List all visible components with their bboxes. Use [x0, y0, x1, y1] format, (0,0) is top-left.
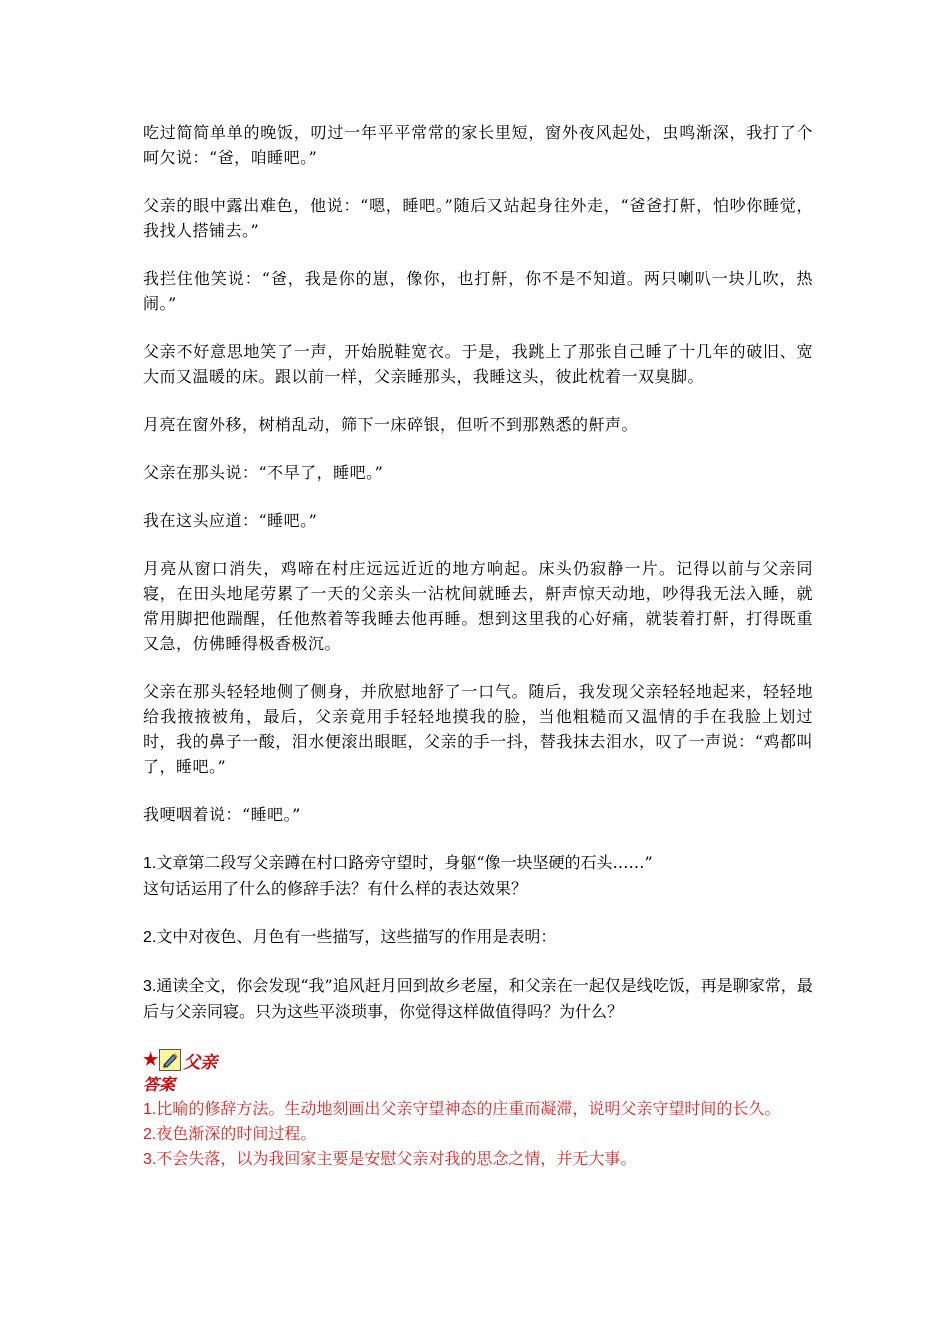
article-paragraph: 父亲在那头说：“不早了，睡吧。” — [143, 463, 384, 482]
question-number: 1. — [143, 855, 157, 872]
answer-section — [143, 1047, 813, 1172]
article-paragraph: 我在这头应道：“睡吧。” — [143, 511, 318, 530]
question-text: 这句话运用了什么的修辞手法？有什么样的表达效果？ — [143, 879, 528, 898]
answer-label: 答案 — [143, 1075, 176, 1094]
question-1 — [143, 850, 813, 901]
answer-number: 1. — [143, 1101, 157, 1118]
star-icon: ★ — [143, 1050, 159, 1070]
article-paragraph: 我拦住他笑说：“爸，我是你的崽，像你，也打鼾，你不是不知道。两只喇叭一块儿吹，热闹。” — [143, 269, 813, 313]
answer-text: 夜色渐深的时间过程。 — [156, 1124, 317, 1143]
answer-number: 2. — [143, 1126, 157, 1143]
answer-text: 不会失落，以为我回家主要是安慰父亲对我的思念之情，并无大事。 — [156, 1149, 637, 1168]
question-number: 2. — [143, 929, 157, 946]
article-paragraph: 月亮从窗口消失，鸡啼在村庄远远近近的地方响起。床头仍寂静一片。记得以前与父亲同寝，在田头地尾劳累了一天的父亲头一沾枕间就睡去，鼾声惊天动地，吵得我无法入睡，就常用脚把他踹醒，任他熬着等我睡去他再睡。想到这里我的心好痛，就装着打鼾，打得既重又急，仿佛睡得极香极沉。 — [143, 559, 813, 653]
answer-item — [143, 1147, 813, 1172]
pencil-icon — [159, 1049, 181, 1071]
question-number: 3. — [143, 978, 157, 995]
article-paragraph: 父亲在那头轻轻地侧了侧身，并欣慰地舒了一口气。随后，我发现父亲轻轻地起来，轻轻地给我掖掖被角，最后，父亲竟用手轻轻地摸我的脸，当他粗糙而又温情的手在我脸上划过时，我的鼻子一酸，泪水便滚出眼眶，父亲的手一抖，替我抹去泪水，叹了一声说：“鸡都叫了，睡吧。” — [143, 682, 813, 776]
article-paragraph: 我哽咽着说：“睡吧。” — [143, 805, 301, 824]
question-text: 通读全文，你会发现“我”追风赶月回到故乡老屋，和父亲在一起仅是线吃饭，再是聊家常，最后与父亲同寝。只为这些平淡琐事，你觉得这样做值得吗？为什么？ — [143, 976, 813, 1021]
article-paragraph: 吃过简简单单的晚饭，叨过一年平平常常的家长里短，窗外夜风起处，虫鸣渐深，我打了个呵欠说：“爸，咱睡吧。” — [143, 123, 813, 167]
question-text: 文章第二段写父亲蹲在村口路旁守望时，身躯“像一块坚硬的石头……” — [156, 853, 653, 872]
answer-title-row — [143, 1047, 813, 1073]
article-body — [143, 120, 813, 827]
question-text: 文中对夜色、月色有一些描写，这些描写的作用是表明： — [156, 927, 557, 946]
document-page — [143, 120, 813, 1172]
answer-item — [143, 1097, 813, 1122]
article-paragraph: 月亮在窗外移，树梢乱动，筛下一床碎银，但听不到那熟悉的鼾声。 — [143, 415, 639, 434]
article-paragraph: 父亲不好意思地笑了一声，开始脱鞋宽衣。于是，我跳上了那张自己睡了十几年的破旧、宽大而又温暖的床。跟以前一样，父亲睡那头，我睡这头，彼此枕着一双臭脚。 — [143, 342, 813, 386]
article-paragraph: 父亲的眼中露出难色，他说：“嗯，睡吧。”随后又站起身往外走，“爸爸打鼾，怕吵你睡觉，我找人搭铺去。” — [143, 196, 813, 240]
answer-section-title: 父亲 — [183, 1052, 218, 1073]
answer-item — [143, 1122, 813, 1147]
question-2 — [143, 924, 813, 950]
answer-text: 比喻的修辞方法。生动地刻画出父亲守望神态的庄重而凝滞，说明父亲守望时间的长久。 — [156, 1099, 781, 1118]
answer-number: 3. — [143, 1151, 157, 1168]
question-list — [143, 850, 813, 1024]
question-3 — [143, 973, 813, 1024]
